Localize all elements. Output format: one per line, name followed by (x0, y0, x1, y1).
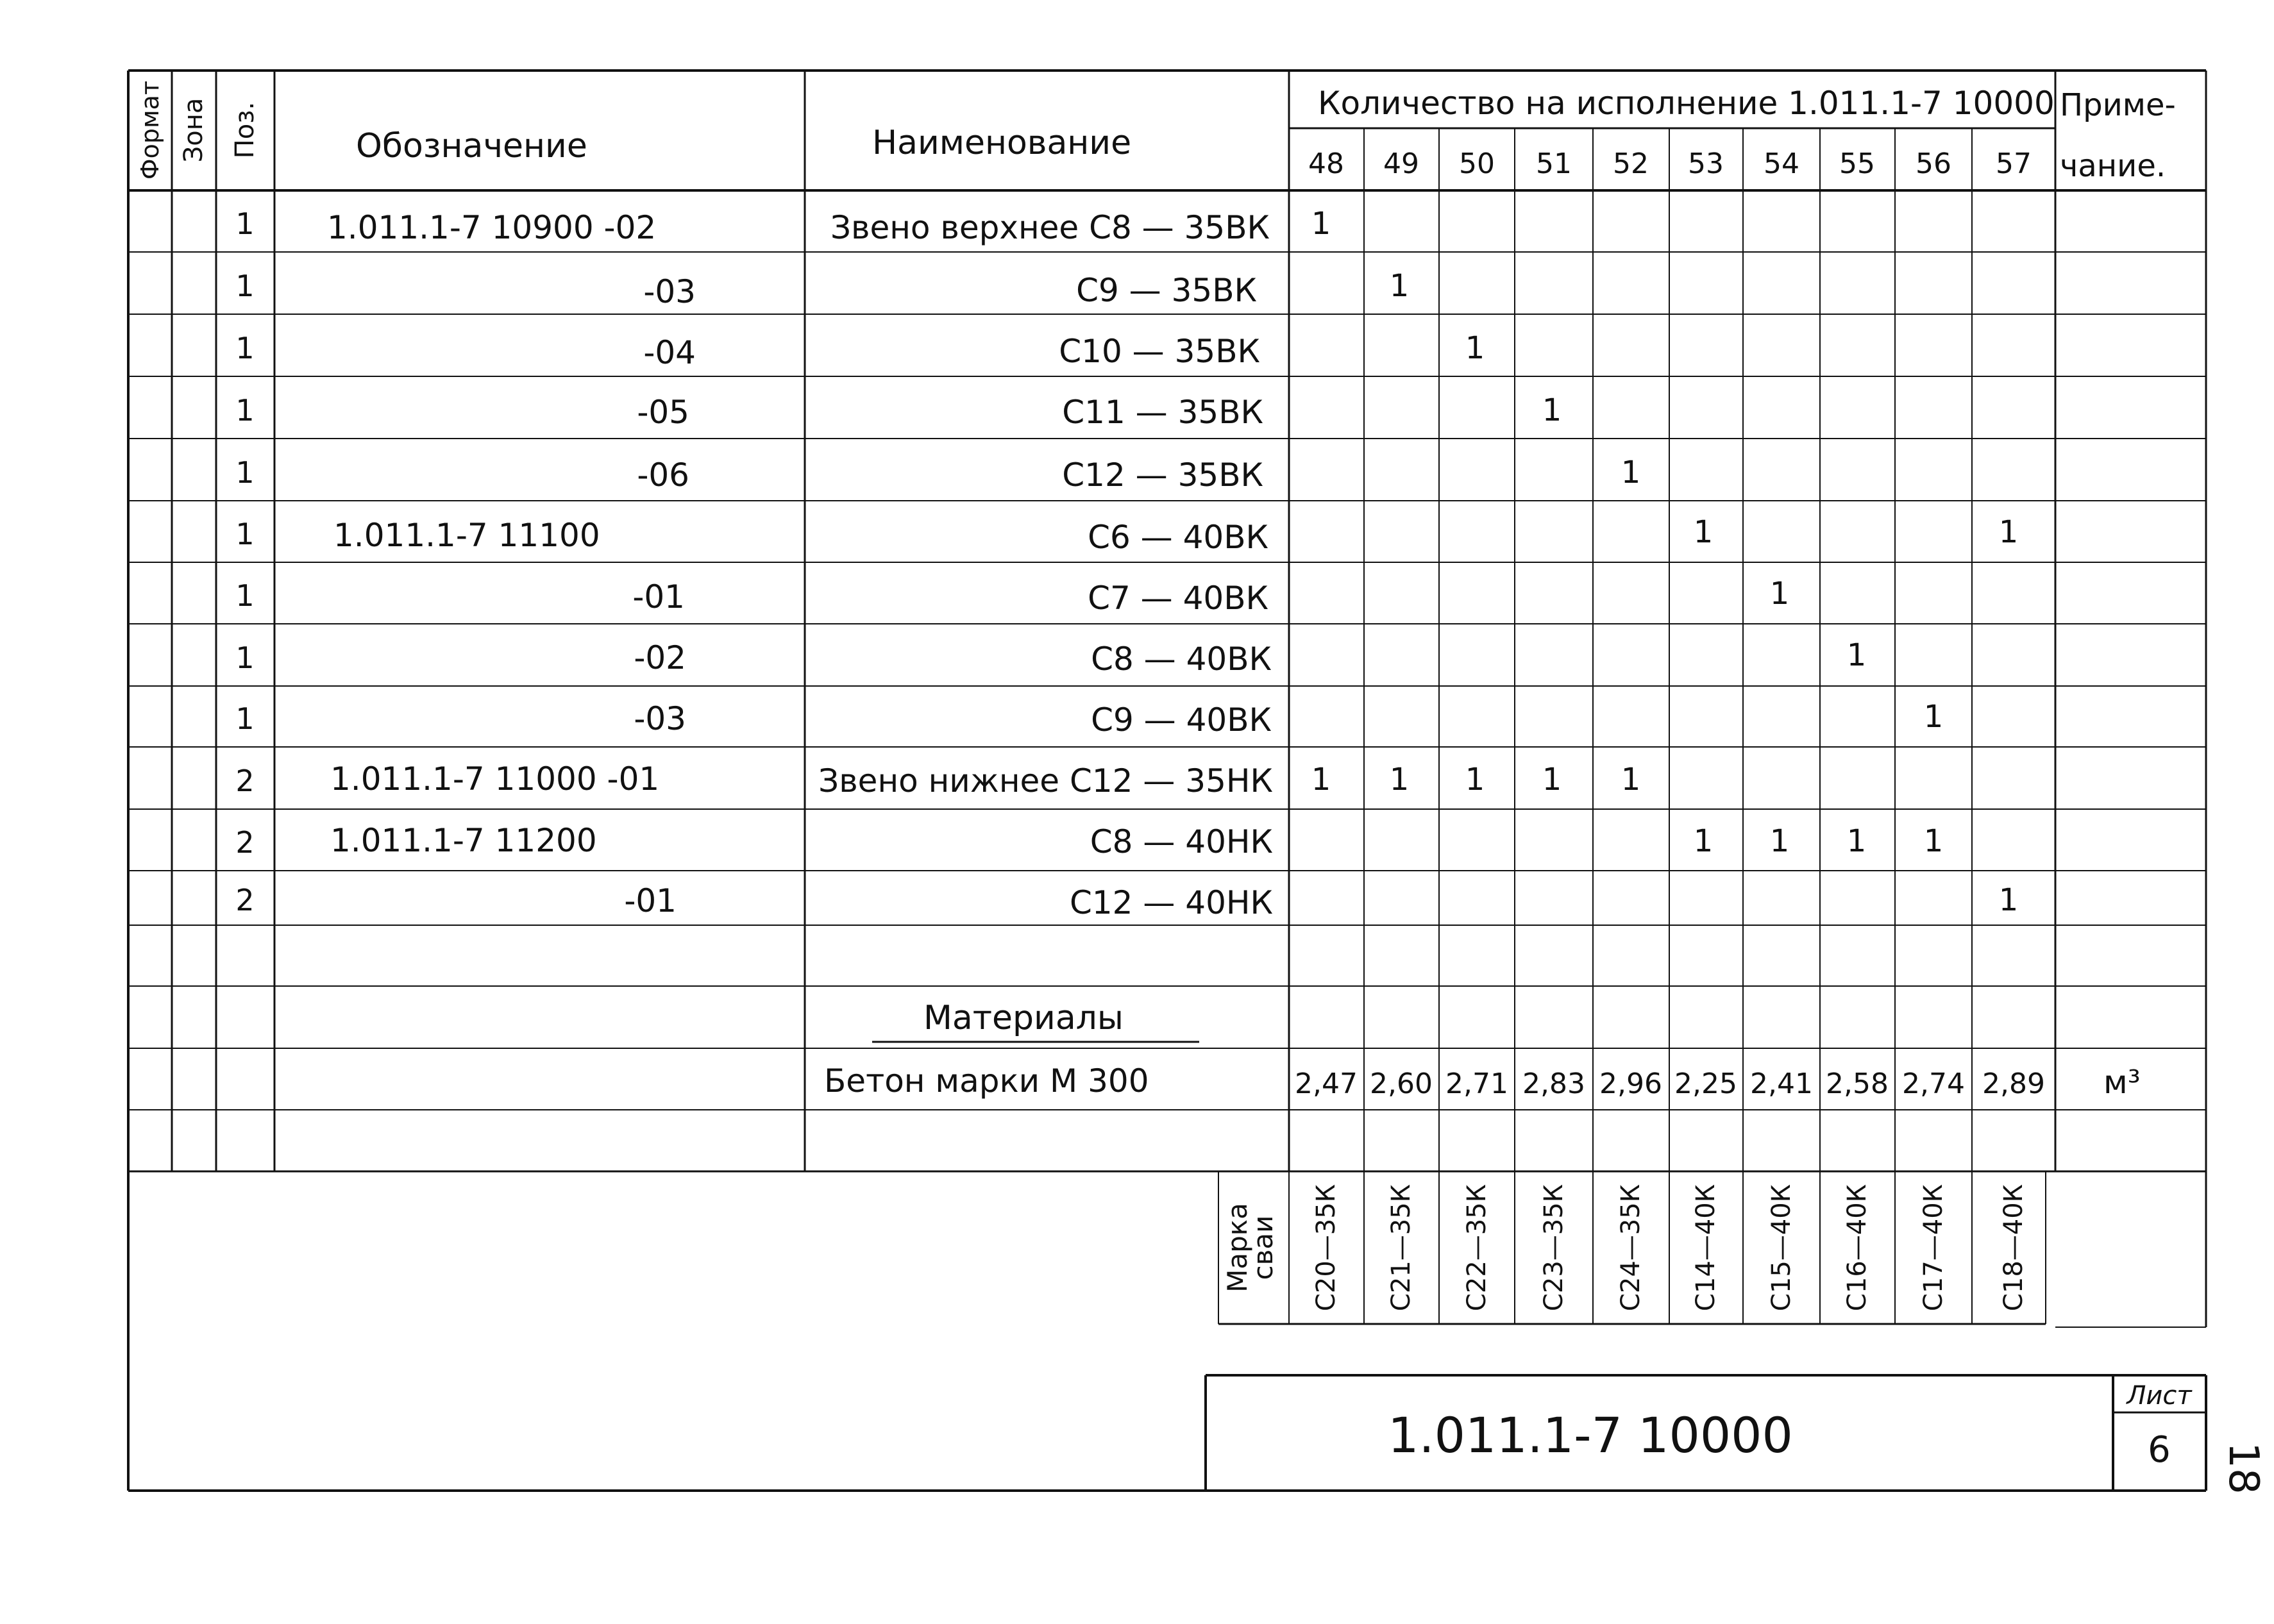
pile-mark: С22—35К (1462, 1184, 1492, 1312)
qty-cell: 1 (1846, 637, 1867, 673)
row-name: С10 — 35ВК (1059, 333, 1260, 370)
row-pos: 2 (235, 764, 255, 798)
format-header: Формат (136, 80, 164, 180)
row-name: Звено верхнее С8 — 35ВК (830, 209, 1270, 246)
qty-cell: 1 (1621, 455, 1641, 490)
row-designation: -02 (634, 639, 686, 676)
pile-mark: С18—40К (1999, 1184, 2028, 1312)
row-designation: -06 (637, 456, 689, 494)
pile-mark: С17—40К (1919, 1184, 1948, 1312)
page-number: 18 (2219, 1442, 2267, 1494)
concrete-value: 2,71 (1445, 1067, 1508, 1100)
pile-mark: С24—35К (1616, 1184, 1646, 1312)
row-designation: -04 (643, 334, 696, 371)
pile-mark: С20—35К (1311, 1184, 1341, 1312)
concrete-value: 2,89 (1982, 1067, 2045, 1100)
qty-cell: 1 (1542, 392, 1562, 428)
pile-mark: С14—40К (1691, 1184, 1721, 1312)
sheet-number: 6 (2148, 1429, 2171, 1471)
row-name: С9 — 40ВК (1091, 701, 1272, 739)
row-designation: -03 (634, 700, 686, 737)
note-header-line1: Приме- (2060, 87, 2176, 123)
concrete-value: 2,83 (1522, 1067, 1585, 1100)
row-pos: 1 (235, 517, 255, 551)
row-name: С8 — 40ВК (1091, 640, 1272, 678)
qty-cell: 1 (1465, 762, 1485, 798)
concrete-value: 2,47 (1295, 1067, 1358, 1100)
quantity-header: Количество на исполнение 1.011.1-7 10000 (1318, 85, 2055, 122)
concrete-label: Бетон марки М 300 (824, 1062, 1149, 1100)
pile-mark: С21—35К (1386, 1184, 1416, 1312)
row-name: С12 — 35ВК (1062, 456, 1263, 494)
column-number: 51 (1536, 147, 1572, 180)
row-designation: 1.011.1-7 11200 (330, 822, 597, 859)
qty-cell: 1 (1465, 330, 1485, 366)
qty-cell: 1 (1693, 823, 1714, 859)
row-name: Звено нижнее С12 — 35НК (818, 762, 1273, 799)
row-name: С8 — 40НК (1090, 823, 1273, 860)
row-designation: 1.011.1-7 11100 (333, 517, 600, 554)
pos-header: Поз. (230, 101, 260, 159)
qty-cell: 1 (1542, 762, 1562, 798)
qty-cell: 1 (1923, 823, 1944, 859)
sheet-label: Лист (2127, 1381, 2192, 1411)
qty-cell: 1 (1846, 823, 1867, 859)
column-number: 48 (1308, 147, 1344, 180)
row-pos: 1 (235, 640, 255, 675)
concrete-value: 2,96 (1599, 1067, 1662, 1100)
row-pos: 1 (235, 331, 255, 365)
qty-cell: 1 (1769, 823, 1790, 859)
qty-cell: 1 (1923, 699, 1944, 735)
qty-cell: 1 (1389, 762, 1410, 798)
designation-header: Обозначение (356, 127, 587, 165)
row-pos: 2 (235, 883, 255, 917)
column-number: 50 (1459, 147, 1495, 180)
row-pos: 1 (235, 269, 255, 303)
qty-cell: 1 (1998, 514, 2019, 550)
note-header-line2: чание. (2060, 148, 2166, 184)
zone-header: Зона (179, 97, 208, 163)
concrete-value: 2,41 (1750, 1067, 1813, 1100)
concrete-value: 2,25 (1674, 1067, 1737, 1100)
name-header: Наименование (872, 124, 1132, 162)
column-number: 54 (1764, 147, 1799, 180)
column-number: 52 (1613, 147, 1649, 180)
row-designation: -01 (632, 578, 685, 615)
pile-mark-label: Марка сваи (1222, 1203, 1279, 1293)
pile-mark: С23—35К (1539, 1184, 1569, 1312)
column-number: 53 (1688, 147, 1724, 180)
row-name: С12 — 40НК (1069, 884, 1273, 921)
row-name: С7 — 40ВК (1088, 580, 1268, 617)
row-designation: 1.011.1-7 10900 -02 (327, 209, 657, 246)
qty-cell: 1 (1621, 762, 1641, 798)
row-designation: -01 (624, 882, 677, 919)
document-code: 1.011.1-7 10000 (1388, 1407, 1793, 1464)
row-pos: 1 (235, 206, 255, 241)
column-number: 49 (1383, 147, 1419, 180)
column-number: 56 (1916, 147, 1951, 180)
concrete-value: 2,74 (1902, 1067, 1965, 1100)
qty-cell: 1 (1769, 576, 1790, 612)
column-number: 57 (1996, 147, 2032, 180)
row-designation: -05 (637, 394, 689, 431)
row-pos: 2 (235, 825, 255, 860)
row-pos: 1 (235, 578, 255, 613)
row-designation: 1.011.1-7 11000 -01 (330, 760, 660, 798)
qty-cell: 1 (1693, 514, 1714, 550)
row-name: С6 — 40ВК (1088, 519, 1268, 556)
qty-cell: 1 (1998, 882, 2019, 918)
row-pos: 1 (235, 393, 255, 428)
concrete-unit: м³ (2103, 1064, 2141, 1101)
pile-mark: С15—40К (1767, 1184, 1796, 1312)
row-name: С11 — 35ВК (1062, 394, 1263, 431)
column-number: 55 (1839, 147, 1875, 180)
concrete-value: 2,60 (1370, 1067, 1433, 1100)
qty-cell: 1 (1311, 206, 1331, 242)
concrete-value: 2,58 (1826, 1067, 1889, 1100)
row-designation: -03 (643, 273, 696, 310)
row-pos: 1 (235, 701, 255, 736)
qty-cell: 1 (1389, 268, 1410, 304)
materials-title: Материалы (923, 999, 1124, 1037)
row-name: С9 — 35ВК (1076, 272, 1257, 309)
qty-cell: 1 (1311, 762, 1331, 798)
row-pos: 1 (235, 455, 255, 490)
pile-mark: С16—40К (1842, 1184, 1872, 1312)
